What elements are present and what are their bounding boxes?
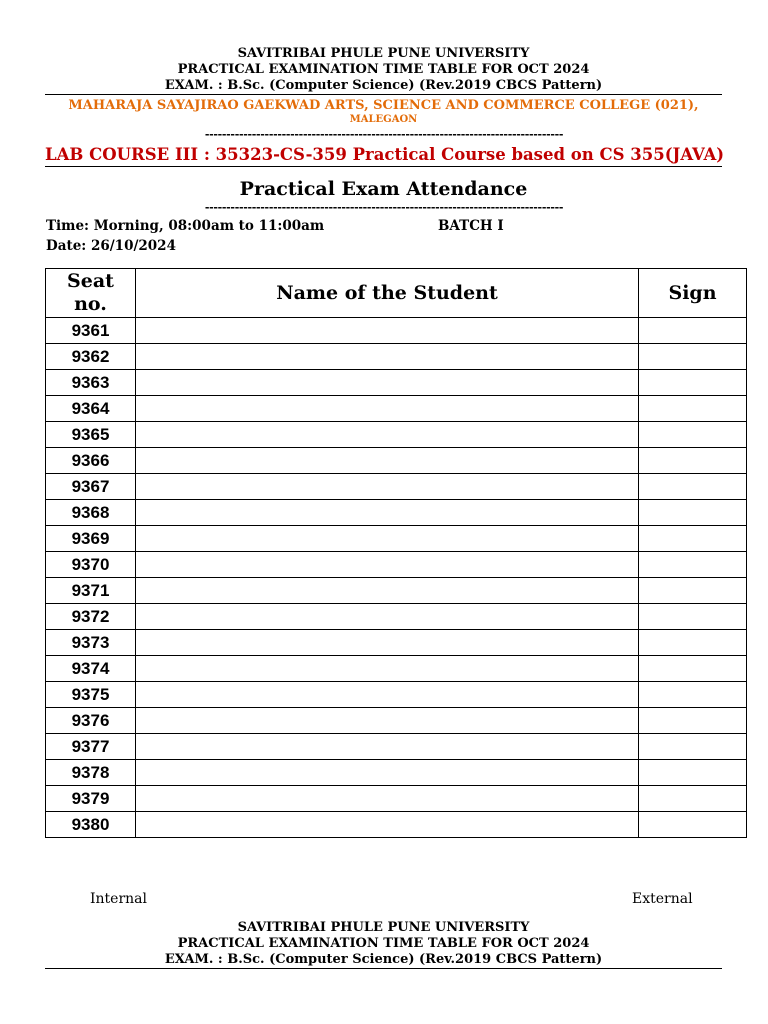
- internal-signature-label: Internal: [90, 891, 147, 907]
- seat-number-cell: 9379: [46, 786, 136, 812]
- student-name-cell: [136, 812, 639, 838]
- student-name-cell: [136, 422, 639, 448]
- student-name-cell: [136, 318, 639, 344]
- seat-no-header: Seat no.: [46, 269, 136, 318]
- table-row: [46, 370, 747, 396]
- sign-cell: [639, 474, 747, 500]
- university-header: [45, 46, 722, 95]
- table-row: [46, 708, 747, 734]
- seat-number-cell: 9361: [46, 318, 136, 344]
- seat-number-cell: 9372: [46, 604, 136, 630]
- table-row: [46, 656, 747, 682]
- table-header-row: [46, 269, 747, 318]
- table-row: [46, 552, 747, 578]
- table-row: [46, 760, 747, 786]
- table-row: [46, 526, 747, 552]
- sign-cell: [639, 448, 747, 474]
- header-rule: [45, 94, 722, 95]
- table-row: [46, 578, 747, 604]
- student-name-cell: [136, 344, 639, 370]
- student-name-cell: [136, 604, 639, 630]
- table-row: [46, 344, 747, 370]
- sign-cell: [639, 734, 747, 760]
- table-row: [46, 734, 747, 760]
- table-row: [46, 448, 747, 474]
- student-name-cell: [136, 786, 639, 812]
- dashed-separator: ------------------------------------------------------------------------------------: [204, 202, 564, 213]
- college-block: [45, 98, 722, 126]
- student-name-cell: [136, 448, 639, 474]
- attendance-rows: [46, 318, 747, 838]
- exam-time: Time: Morning, 08:00am to 11:00am: [46, 218, 325, 234]
- student-name-cell: [136, 734, 639, 760]
- sign-cell: [639, 396, 747, 422]
- sign-cell: [639, 500, 747, 526]
- student-name-cell: [136, 370, 639, 396]
- sign-cell: [639, 318, 747, 344]
- table-row: [46, 812, 747, 838]
- seat-number-cell: 9378: [46, 760, 136, 786]
- table-row: [46, 318, 747, 344]
- header-rule: [45, 968, 722, 969]
- table-row: [46, 786, 747, 812]
- table-row: [46, 422, 747, 448]
- sign-cell: [639, 422, 747, 448]
- seat-number-cell: 9365: [46, 422, 136, 448]
- course-rule: [45, 166, 722, 167]
- sign-cell: [639, 708, 747, 734]
- college-city: MALEGAON: [349, 114, 418, 125]
- footer-university-header: [45, 920, 722, 969]
- student-name-cell: [136, 630, 639, 656]
- sign-header: Sign: [639, 269, 747, 318]
- seat-number-cell: 9364: [46, 396, 136, 422]
- sign-cell: [639, 682, 747, 708]
- dashed-separator: ------------------------------------------------------------------------------------: [204, 129, 564, 140]
- student-name-cell: [136, 526, 639, 552]
- table-row: [46, 630, 747, 656]
- student-name-cell: [136, 474, 639, 500]
- seat-number-cell: 9370: [46, 552, 136, 578]
- student-name-cell: [136, 500, 639, 526]
- batch-label: BATCH I: [438, 218, 504, 234]
- table-row: [46, 500, 747, 526]
- sign-cell: [639, 760, 747, 786]
- sign-cell: [639, 578, 747, 604]
- sign-cell: [639, 656, 747, 682]
- seat-number-cell: 9376: [46, 708, 136, 734]
- sign-cell: [639, 344, 747, 370]
- sign-cell: [639, 552, 747, 578]
- seat-number-cell: 9375: [46, 682, 136, 708]
- table-row: [46, 474, 747, 500]
- sign-cell: [639, 786, 747, 812]
- seat-number-cell: 9367: [46, 474, 136, 500]
- seat-number-cell: 9366: [46, 448, 136, 474]
- seat-number-cell: 9380: [46, 812, 136, 838]
- page-title: Practical Exam Attendance: [239, 178, 528, 200]
- sign-cell: [639, 604, 747, 630]
- course-title: LAB COURSE III : 35323-CS-359 Practical Course based on CS 355(JAVA): [45, 145, 725, 164]
- seat-number-cell: 9374: [46, 656, 136, 682]
- sign-cell: [639, 526, 747, 552]
- university-name: SAVITRIBAI PHULE PUNE UNIVERSITY: [237, 46, 530, 61]
- seat-number-cell: 9377: [46, 734, 136, 760]
- table-row: [46, 396, 747, 422]
- seat-number-cell: 9373: [46, 630, 136, 656]
- attendance-table: [45, 268, 747, 838]
- seat-number-cell: 9371: [46, 578, 136, 604]
- exam-date: Date: 26/10/2024: [46, 238, 176, 254]
- student-name-cell: [136, 760, 639, 786]
- seat-number-cell: 9368: [46, 500, 136, 526]
- seat-number-cell: 9362: [46, 344, 136, 370]
- exam-name: EXAM. : B.Sc. (Computer Science) (Rev.2019 CBCS Pattern): [164, 952, 603, 967]
- table-row: [46, 604, 747, 630]
- college-name: MAHARAJA SAYAJIRAO GAEKWAD ARTS, SCIENCE AND COMMERCE COLLEGE (021),: [68, 98, 699, 113]
- seat-number-cell: 9369: [46, 526, 136, 552]
- student-name-cell: [136, 656, 639, 682]
- student-name-cell: [136, 578, 639, 604]
- timetable-title: PRACTICAL EXAMINATION TIME TABLE FOR OCT 2024: [177, 936, 590, 951]
- sign-cell: [639, 370, 747, 396]
- student-name-cell: [136, 552, 639, 578]
- sign-cell: [639, 812, 747, 838]
- university-name: SAVITRIBAI PHULE PUNE UNIVERSITY: [237, 920, 530, 935]
- student-name-header: Name of the Student: [136, 269, 639, 318]
- student-name-cell: [136, 682, 639, 708]
- seat-number-cell: 9363: [46, 370, 136, 396]
- external-signature-label: External: [632, 891, 693, 907]
- student-name-cell: [136, 396, 639, 422]
- timetable-title: PRACTICAL EXAMINATION TIME TABLE FOR OCT 2024: [177, 62, 590, 77]
- student-name-cell: [136, 708, 639, 734]
- sign-cell: [639, 630, 747, 656]
- table-row: [46, 682, 747, 708]
- exam-name: EXAM. : B.Sc. (Computer Science) (Rev.2019 CBCS Pattern): [164, 78, 603, 93]
